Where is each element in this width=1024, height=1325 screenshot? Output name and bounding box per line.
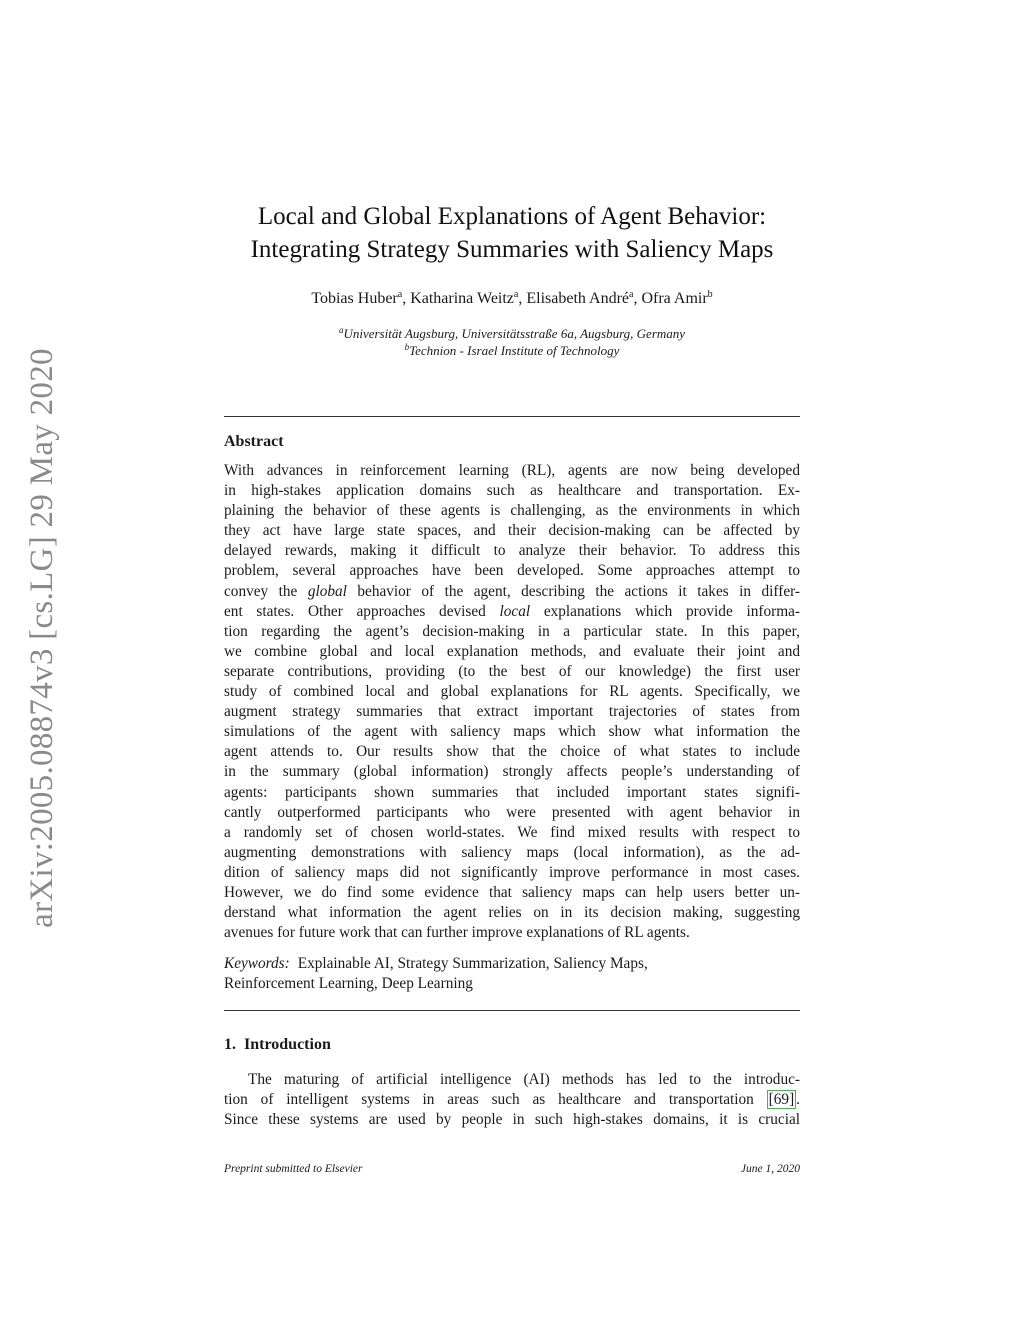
abstract-line: With advances in reinforcement learning (RL), agents are now being developed — [224, 462, 800, 479]
author-list — [224, 287, 800, 311]
abstract-bottom-rule — [224, 1010, 800, 1011]
affiliation-mark: b — [404, 342, 410, 352]
paper-title-line-1: Local and Global Explanations of Agent Behavior: — [257, 203, 767, 230]
abstract-line: augmenting demonstrations with saliency maps (local information), as the ad- — [224, 843, 800, 861]
abstract-line: study of combined local and global explanations for RL agents. Specifically, we — [224, 683, 800, 701]
body-line — [224, 1090, 800, 1110]
abstract-line: derstand what information the agent relies on in its decision making, suggesting — [224, 904, 800, 922]
abstract-line: problem, several approaches have been developed. Some approaches attempt to — [224, 562, 800, 580]
abstract-line: plaining the behavior of these agents is challenging, as the environments in which — [224, 502, 800, 520]
author-name: Ofra Amir — [641, 290, 708, 307]
keywords-label: Keywords: — [224, 955, 290, 972]
introduction-body — [224, 1070, 800, 1130]
abstract-heading: Abstract — [224, 433, 284, 450]
abstract-line: augment strategy summaries that extract important trajectories of states from — [224, 703, 800, 721]
abstract-line: agents: participants shown summaries that included important states signifi- — [224, 783, 800, 801]
emphasized-term: local — [499, 602, 531, 620]
affiliation — [224, 342, 800, 359]
abstract-line: in high-stakes application domains such as healthcare and transportation. Ex- — [224, 482, 800, 500]
abstract-line: simulations of the agent with saliency maps which show what information the — [224, 723, 800, 741]
abstract-line: tion regarding the agent’s decision-making in a particular state. In this paper, — [224, 622, 800, 640]
abstract-line: However, we do find some evidence that saliency maps can help users better un- — [224, 883, 800, 901]
abstract-line — [224, 602, 800, 622]
abstract-text: explanations which provide informa- — [530, 602, 800, 620]
body-text: tion of intelligent systems in areas such as healthcare and transportation — [224, 1091, 767, 1109]
keywords-block — [224, 954, 800, 994]
abstract-line: dition of saliency maps did not significantly improve performance in most cases. — [224, 863, 800, 881]
abstract-body — [224, 461, 800, 943]
abstract-line: in the summary (global information) strongly affects people’s understanding of — [224, 763, 800, 781]
affiliation — [224, 325, 800, 342]
abstract-line: cantly outperformed participants who were presented with agent behavior in — [224, 803, 800, 821]
footer-date: June 1, 2020 — [740, 1163, 800, 1175]
arxiv-identifier-stamp: arXiv:2005.08874v3 [cs.LG] 29 May 2020 — [24, 348, 60, 928]
abstract-line: a randomly set of chosen world-states. We find mixed results with respect to — [224, 823, 800, 841]
keywords-text: Explainable AI, Strategy Summarization, Saliency Maps, — [297, 955, 648, 972]
abstract-line — [224, 582, 800, 602]
abstract-line: delayed rewards, making it difficult to analyze their behavior. To address this — [224, 542, 800, 560]
abstract-line: we combine global and local explanation methods, and evaluate their joint and — [224, 642, 800, 660]
author-name: Katharina Weitz — [410, 290, 514, 307]
keywords-line-1 — [224, 954, 800, 974]
affiliation-list — [224, 325, 800, 359]
abstract-text: convey the — [224, 582, 308, 600]
author-name: Elisabeth André — [526, 290, 629, 307]
emphasized-term: global — [307, 582, 347, 600]
section-heading-introduction — [224, 1036, 331, 1054]
abstract-text: behavior of the agent, describing the actions it takes in differ- — [346, 582, 800, 600]
author-name: Tobias Huber — [311, 290, 398, 307]
footer-preprint-note: Preprint submitted to Elsevier — [224, 1163, 363, 1175]
author-separator: , — [633, 290, 642, 307]
paper-title-line-2: Integrating Strategy Summaries with Saliency Maps — [250, 236, 774, 263]
affiliation-text: Universität Augsburg, Universitätsstraße 6a, Augsburg, Germany — [343, 326, 686, 341]
body-line: The maturing of artificial intelligence (AI) methods has led to the introduc- — [248, 1071, 800, 1088]
author-affiliation-mark: a — [629, 289, 634, 300]
author-affiliation-mark: a — [397, 289, 403, 300]
affiliation-mark: a — [338, 325, 344, 335]
abstract-line: avenues for future work that can further improve explanations of RL agents. — [224, 924, 690, 942]
section-number: 1. — [224, 1036, 236, 1053]
author-affiliation-mark: b — [707, 289, 713, 300]
author-separator: , — [402, 290, 411, 307]
affiliation-text: Technion - Israel Institute of Technology — [409, 343, 620, 358]
paper-title — [224, 200, 800, 266]
author-affiliation-mark: a — [513, 289, 519, 300]
body-text: . — [796, 1091, 800, 1109]
abstract-line: separate contributions, providing (to the best of our knowledge) the first user — [224, 662, 800, 680]
section-title: Introduction — [244, 1036, 331, 1053]
body-line: Since these systems are used by people in such high-stakes domains, it is crucial — [224, 1111, 800, 1129]
abstract-text: ent states. Other approaches devised — [224, 602, 500, 620]
abstract-line: agent attends to. Our results show that the choice of what states to include — [224, 743, 800, 761]
keywords-line-2: Reinforcement Learning, Deep Learning — [224, 975, 473, 993]
abstract-line: they act have large state spaces, and their decision-making can be affected by — [224, 522, 800, 540]
citation-link[interactable]: [69] — [768, 1091, 795, 1109]
author-separator: , — [518, 290, 527, 307]
abstract-top-rule — [224, 416, 800, 417]
